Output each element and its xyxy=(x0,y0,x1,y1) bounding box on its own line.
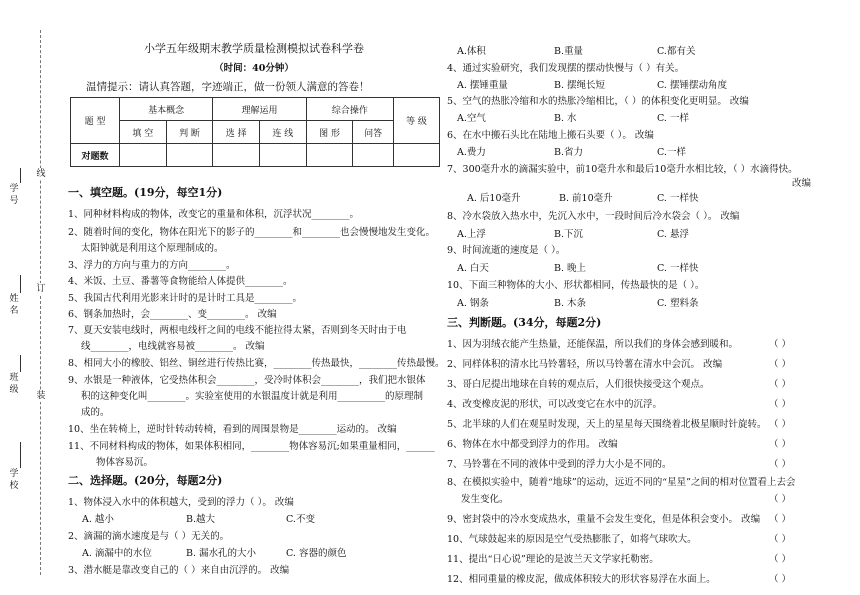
choice-q10-a: A. 钢条 xyxy=(457,298,489,309)
judge-answer-blank[interactable]: （ ） xyxy=(769,379,792,390)
choice-q7-b: B. 前10毫升 xyxy=(559,193,613,204)
judge-item: 10、气球鼓起来的原因是空气受热膨胀了，如将气球吹大。 xyxy=(447,534,697,545)
choice-q8-c: C. 悬浮 xyxy=(657,229,689,240)
count-cell[interactable] xyxy=(120,144,167,167)
choice-q5-a: A.空气 xyxy=(457,113,486,124)
choice-q10: 10、下面三种物体的大小、形状都相同，传热最快的是（ ）。 xyxy=(447,280,705,291)
sub-match: 连 线 xyxy=(260,121,307,144)
fill-item: 2、随着时间的变化，物体在阳光下的影子的________和________也会慢慢地发生变化。 xyxy=(68,227,436,238)
judge-item: 9、密封袋中的冷水变成热水，重量不会发生变化，但是体积会变小。 改编 xyxy=(447,514,761,525)
group-basic-concepts: 基本概念 xyxy=(120,98,213,121)
choice-q4-c: C. 摆锤摆动角度 xyxy=(657,80,727,91)
choice-q2-c: C. 容器的颜色 xyxy=(286,548,347,559)
count-label: 对题数 xyxy=(71,144,120,167)
fill-item: 3、浮力的方向与重力的方向________。 xyxy=(68,260,236,271)
count-cell[interactable] xyxy=(306,144,353,167)
choice-q9-a: A. 白天 xyxy=(457,263,489,274)
choice-heading: 二、选择题。(20分，每题2分) xyxy=(68,474,223,487)
judge-answer-blank[interactable]: （ ） xyxy=(769,439,792,450)
choice-q5-b: B. 水 xyxy=(554,113,577,124)
choice-q8-a: A.上浮 xyxy=(457,229,486,240)
choice-q2: 2、滴漏的滴水速度是与（ ）无关的。 xyxy=(68,531,230,542)
binding-margin xyxy=(0,0,50,595)
judge-answer-blank[interactable]: （ ） xyxy=(769,399,792,410)
choice-q3-b: B.重量 xyxy=(554,46,584,57)
group-comprehensive: 综合操作 xyxy=(306,98,393,121)
fill-item: 10、坐在转椅上，逆时针转动转椅，看到的周围景物是________运动的。 改编 xyxy=(68,424,397,435)
choice-q4-a: A. 摆锤重量 xyxy=(457,80,508,91)
choice-q6-c: C.一样 xyxy=(657,147,686,158)
judge-answer-blank[interactable]: （ ） xyxy=(769,419,792,430)
judge-item: 3、哥白尼提出地球在自转的观点后，人们很快接受这个观点。 xyxy=(447,379,710,390)
student-id-label: 学号 xyxy=(7,183,21,207)
choice-q7-c: C. 一样快 xyxy=(657,193,699,204)
score-row-label: 题 型 xyxy=(71,98,120,144)
judge-answer-blank[interactable]: （ ） xyxy=(769,554,792,565)
choice-q6-b: B.省力 xyxy=(554,147,584,158)
choice-q1-c: C.不变 xyxy=(286,514,315,525)
choice-q10-b: B. 木条 xyxy=(554,298,587,309)
fill-item: 6、钢条加热时，会________、变________。 改编 xyxy=(68,309,277,320)
score-table xyxy=(70,97,440,167)
judge-answer-blank[interactable]: （ ） xyxy=(769,359,792,370)
choice-q8: 8、冷水袋放入热水中，先沉入水中，一段时间后冷水袋会（ ）。 改编 xyxy=(447,211,740,222)
choice-q9-c: C. 一样快 xyxy=(657,263,699,274)
fill-item: 4、米饭、土豆、番薯等食物能给人体提供________。 xyxy=(68,276,293,287)
fill-item: 物体容易沉。 xyxy=(96,457,154,468)
fill-item: 积的这种变化叫________。实验室使用的水银温度计就是利用__________的原理制 xyxy=(81,391,424,402)
judge-answer-blank[interactable]: （ ） xyxy=(769,534,792,545)
exam-time: （时间：40分钟） xyxy=(214,63,294,74)
fill-item: 8、相同大小的橡胶、铝丝、铜丝进行传热比赛，________传热最快，________传热最慢。 xyxy=(68,358,445,369)
judge-item: 8、在模拟实验中，随着“地球”的运动，远近不同的“星星”之间的相对位置看上去会 xyxy=(447,477,796,488)
judge-heading: 三、判断题。(34分，每题2分) xyxy=(447,316,602,329)
judge-answer-blank[interactable]: （ ） xyxy=(769,494,792,505)
judge-item: 1、因为羽绒衣能产生热量，还能保温，所以我们的身体会感到暖和。 xyxy=(447,339,739,350)
class-label: 班级 xyxy=(7,372,21,396)
judge-item: 11、提出“日心说”理论的是波兰天文学家托勒密。 xyxy=(447,554,659,565)
judge-item: 4、改变橡皮泥的形状，可以改变它在水中的沉浮。 xyxy=(447,399,663,410)
choice-q9: 9、时间流逝的速度是（ ）。 xyxy=(447,245,566,256)
count-cell[interactable] xyxy=(166,144,213,167)
choice-q4: 4、通过实验研究，我们发现摆的摆动快慢与（ ）有关。 xyxy=(447,63,685,74)
student-name-label: 姓名 xyxy=(7,293,21,317)
choice-q2-b: B. 漏水孔的大小 xyxy=(186,548,257,559)
group-grade: 等 级 xyxy=(394,98,440,144)
choice-q3-a: A.体积 xyxy=(457,46,486,57)
judge-item: 7、马铃薯在不同的液体中受到的浮力大小是不同的。 xyxy=(447,459,672,470)
judge-item: 5、北半球的人们在观星时发现，天上的星星每天围绕着北极星顺时针旋转。 xyxy=(447,419,767,430)
judge-answer-blank[interactable]: （ ） xyxy=(769,339,792,350)
judge-item: 发生变化。 xyxy=(461,494,509,505)
choice-q1-b: B.越大 xyxy=(186,514,216,525)
choice-q3: 3、潜水艇是靠改变自己的（ ）来自由沉浮的。 改编 xyxy=(68,565,290,576)
exam-tip: 温情提示：请认真答题，字迹端正，做一份领人满意的答卷！ xyxy=(86,81,370,93)
school-label: 学校 xyxy=(7,468,21,492)
choice-q2-a: A. 滴漏中的水位 xyxy=(82,548,152,559)
exam-title: 小学五年级期末教学质量检测模拟试卷科学卷 xyxy=(144,42,364,55)
choice-q3-c: C.都有关 xyxy=(657,46,696,57)
choice-q6: 6、在水中搬石头比在陆地上搬石头要（ ）。 改编 xyxy=(447,130,654,141)
fill-item: 太阳钟就是利用这个原理制成的。 xyxy=(81,243,224,254)
judge-answer-blank[interactable]: （ ） xyxy=(769,514,792,525)
count-cell[interactable] xyxy=(353,144,394,167)
cut-mark-zhuang: 装 xyxy=(34,390,48,402)
judge-item: 2、同样体积的清水比马铃薯轻，所以马铃薯在清水中会沉。 改编 xyxy=(447,359,723,370)
sub-judge: 判 断 xyxy=(166,121,213,144)
fill-item: 5、我国古代利用光影来计时的是计时工具是________。 xyxy=(68,293,303,304)
sub-graph: 图 形 xyxy=(306,121,353,144)
count-cell[interactable] xyxy=(394,144,440,167)
choice-q6-a: A.费力 xyxy=(457,147,486,158)
choice-q10-c: C. 塑料条 xyxy=(657,298,699,309)
choice-q1-a: A. 越小 xyxy=(82,514,114,525)
sub-qa: 问答 xyxy=(353,121,394,144)
judge-answer-blank[interactable]: （ ） xyxy=(769,574,792,585)
cut-mark-xian: 线 xyxy=(34,168,48,180)
count-cell[interactable] xyxy=(260,144,307,167)
choice-q7-a: A. 后10毫升 xyxy=(467,193,521,204)
fill-heading: 一、填空题。(19分，每空1分) xyxy=(68,186,223,199)
fill-item: 1、同种材料构成的物体，改变它的重量和体积，沉浮状况________。 xyxy=(68,209,360,220)
group-understanding: 理解运用 xyxy=(213,98,306,121)
fill-item: 成的。 xyxy=(81,407,110,418)
fill-item: 7、夏天安装电线时，两根电线杆之间的电线不能拉得太紧，否则到冬天时由于电 xyxy=(68,325,407,336)
judge-item: 12、相同重量的橡皮泥，做成体积较大的形状容易浮在水面上。 xyxy=(447,574,716,585)
choice-q4-b: B. 摆绳长短 xyxy=(554,80,606,91)
fill-item: 9、水银是一种液体，它受热体积会________，受冷时体积会________，我们把水银体 xyxy=(68,375,426,386)
choice-q1: 1、物体浸入水中的体积越大，受到的浮力（ ）。 改编 xyxy=(68,497,294,508)
choice-q7: 7、300毫升水的滴漏实验中，前10毫升水和最后10毫升水相比较，（ ）水滴得快。 xyxy=(447,164,798,175)
count-cell[interactable] xyxy=(213,144,260,167)
choice-q5: 5、空气的热胀冷缩和水的热胀冷缩相比，（ ）的体积变化更明显。 改编 xyxy=(447,96,749,107)
choice-q7-tag: 改编 xyxy=(792,178,812,189)
choice-q5-c: C. 一样 xyxy=(657,113,689,124)
sub-choice: 选 择 xyxy=(213,121,260,144)
sub-fill: 填 空 xyxy=(120,121,167,144)
cut-mark-ding: 订 xyxy=(34,283,48,295)
choice-q8-b: B.下沉 xyxy=(554,229,584,240)
choice-q9-b: B. 晚上 xyxy=(554,263,587,274)
fill-item: 11、不同材料构成的物体，如果体积相同，________物体容易沉;如果重量相同，______ xyxy=(68,441,435,452)
binding-dash-line xyxy=(40,30,41,575)
fill-item: 线________，电线就容易被________。 改编 xyxy=(81,341,265,352)
judge-item: 6、物体在水中都受到浮力的作用。 改编 xyxy=(447,439,618,450)
judge-answer-blank[interactable]: （ ） xyxy=(769,459,792,470)
